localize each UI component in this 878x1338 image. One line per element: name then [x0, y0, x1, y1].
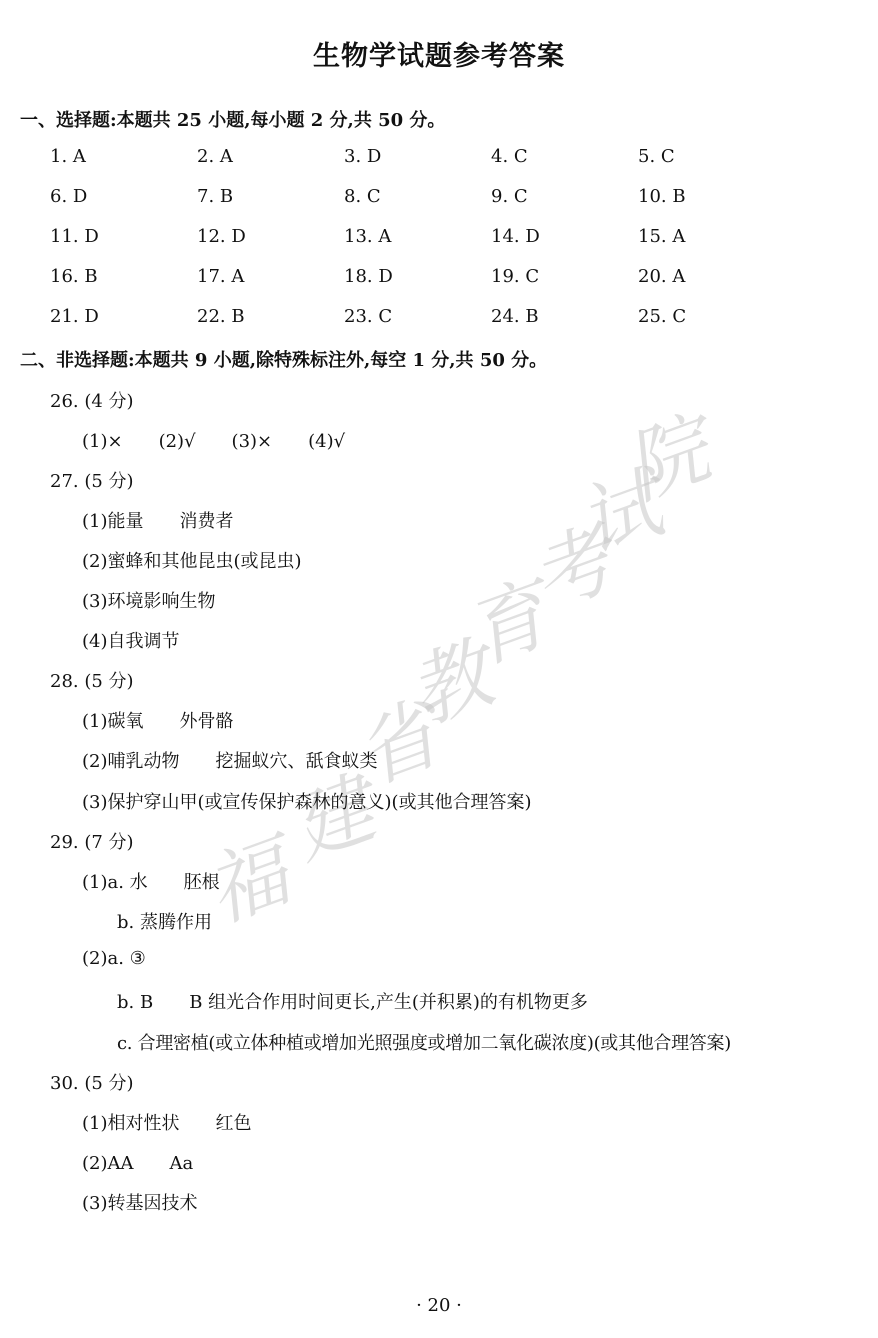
answer-item: 6. D	[50, 186, 88, 207]
answer-item: 13. A	[344, 226, 392, 247]
answer-line: (2)AA Aa	[82, 1153, 194, 1174]
answer-line: (1)能量 消费者	[82, 511, 234, 532]
answer-line: b. 蒸腾作用	[117, 912, 212, 933]
answer-line: (3)环境影响生物	[82, 591, 216, 612]
watermark-char: 育	[453, 566, 561, 682]
answer-item: 22. B	[197, 306, 245, 327]
answer-item: 16. B	[50, 266, 98, 287]
watermark-char: 省	[343, 686, 451, 802]
section-heading-choice: 一、选择题:本题共 25 小题,每小题 2 分,共 50 分。	[20, 110, 446, 131]
answer-item: 17. A	[197, 266, 245, 287]
answer-line: (2)a. ③	[82, 948, 146, 969]
answer-line: (1)相对性状 红色	[82, 1113, 252, 1134]
answer-item: 7. B	[197, 186, 234, 207]
answer-line: (2)蜜蜂和其他昆虫(或昆虫)	[82, 551, 302, 572]
page-number: · 20 ·	[416, 1295, 462, 1316]
answer-item: 10. B	[638, 186, 686, 207]
answer-item: 19. C	[491, 266, 540, 287]
answer-item: 3. D	[344, 146, 382, 167]
answer-item: 18. D	[344, 266, 393, 287]
answer-line: (3)保护穿山甲(或宣传保护森林的意义)(或其他合理答案)	[82, 792, 532, 813]
answer-item: 21. D	[50, 306, 99, 327]
watermark-char: 院	[613, 401, 721, 517]
answer-item: 1. A	[50, 146, 86, 167]
answer-line: (4)自我调节	[82, 631, 180, 652]
question-heading: 27. (5 分)	[50, 471, 134, 492]
answer-item: 5. C	[638, 146, 675, 167]
page-title: 生物学试题参考答案	[313, 41, 565, 72]
answer-item: 15. A	[638, 226, 686, 247]
answer-item: 9. C	[491, 186, 528, 207]
watermark-char: 教	[396, 626, 504, 742]
question-heading: 29. (7 分)	[50, 832, 134, 853]
watermark-char: 试	[566, 456, 674, 572]
answer-item: 2. A	[197, 146, 233, 167]
answer-item: 8. C	[344, 186, 381, 207]
answer-item: 11. D	[50, 226, 99, 247]
section-heading-nonchoice: 二、非选择题:本题共 9 小题,除特殊标注外,每空 1 分,共 50 分。	[20, 350, 548, 371]
answer-item: 25. C	[638, 306, 687, 327]
answer-line: (1)× (2)√ (3)× (4)√	[82, 431, 346, 452]
question-heading: 26. (4 分)	[50, 391, 134, 412]
answer-item: 12. D	[197, 226, 246, 247]
watermark-char: 福	[193, 824, 301, 940]
answer-line: (1)碳氧 外骨骼	[82, 711, 234, 732]
answer-line: b. B B 组光合作用时间更长,产生(并积累)的有机物更多	[117, 992, 588, 1013]
answer-item: 23. C	[344, 306, 393, 327]
watermark-char: 建	[278, 761, 386, 877]
answer-line: (2)哺乳动物 挖掘蚁穴、舐食蚁类	[82, 751, 378, 772]
answer-line: (3)转基因技术	[82, 1193, 198, 1214]
question-heading: 28. (5 分)	[50, 671, 134, 692]
watermark-char: 考	[518, 511, 626, 627]
answer-item: 4. C	[491, 146, 528, 167]
answer-item: 14. D	[491, 226, 540, 247]
answer-item: 24. B	[491, 306, 539, 327]
answer-line: c. 合理密植(或立体种植或增加光照强度或增加二氧化碳浓度)(或其他合理答案)	[117, 1033, 731, 1054]
answer-item: 20. A	[638, 266, 686, 287]
answer-line: (1)a. 水 胚根	[82, 872, 220, 893]
question-heading: 30. (5 分)	[50, 1073, 134, 1094]
